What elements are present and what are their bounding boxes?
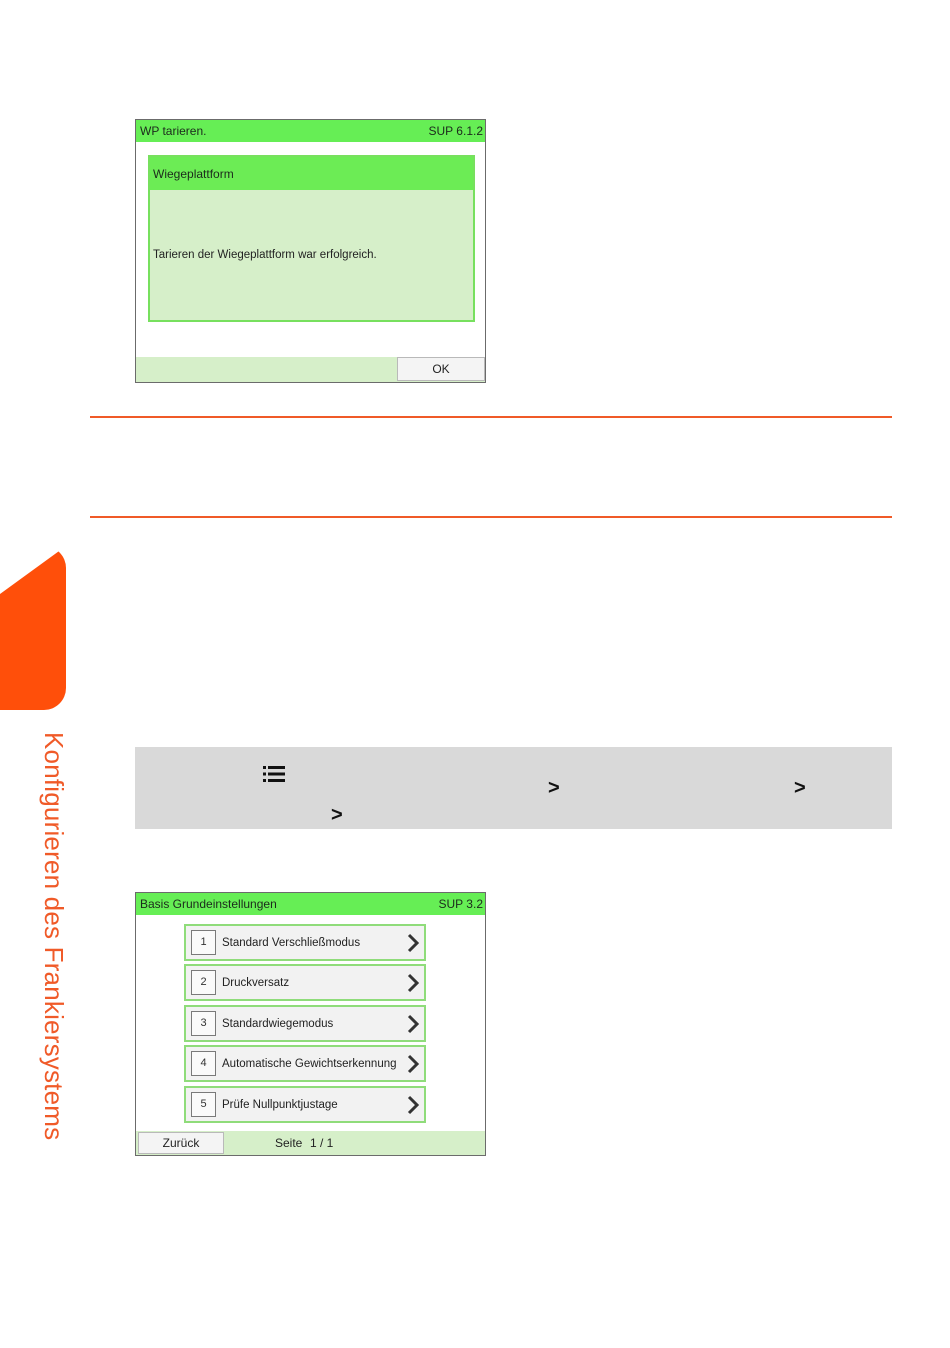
item-label: Prüfe Nullpunktjustage [222, 1099, 338, 1111]
item-label: Automatische Gewichtserkennung [222, 1058, 397, 1070]
tare-result-screen [135, 119, 486, 383]
item-number: 1 [191, 930, 216, 955]
item-number: 3 [191, 1011, 216, 1036]
page-label: Seite [275, 1136, 303, 1150]
back-button[interactable]: Zurück [138, 1132, 224, 1154]
menu-item-standard-closing-mode[interactable] [184, 924, 426, 961]
ok-button[interactable]: OK [397, 357, 485, 381]
menu-item-print-offset[interactable] [184, 964, 426, 1001]
chevron-right-icon [406, 1095, 420, 1115]
chevron-right-icon [406, 1054, 420, 1074]
chevron-right-icon [406, 933, 420, 953]
menu-item-standard-weighing-mode[interactable] [184, 1005, 426, 1042]
screen-title-bar [136, 893, 485, 915]
path-separator: > [331, 804, 343, 826]
basic-settings-screen [135, 892, 486, 1156]
menu-item-check-zero-adjustment[interactable] [184, 1086, 426, 1123]
item-label: Druckversatz [222, 977, 290, 989]
navigation-path-box [135, 747, 892, 829]
message-panel [148, 155, 475, 322]
screen-footer [136, 357, 485, 382]
panel-header [150, 157, 473, 190]
chevron-right-icon [406, 1014, 420, 1034]
chevron-right-icon [406, 973, 420, 993]
path-separator: > [794, 777, 806, 799]
screen-code: SUP 3.2 [438, 897, 483, 911]
item-number: 2 [191, 970, 216, 995]
screen-footer [136, 1131, 485, 1155]
divider-top [90, 416, 892, 418]
item-number: 4 [191, 1051, 216, 1076]
item-label: Standardwiegemodus [222, 1018, 334, 1030]
screen-title: WP tarieren. [140, 124, 207, 138]
page-indicator: 1 / 1 [310, 1136, 334, 1150]
chapter-title: Konfigurieren des Frankiersystems [39, 732, 69, 1141]
list-icon [263, 765, 285, 783]
item-number: 5 [191, 1092, 216, 1117]
screen-title: Basis Grundeinstellungen [140, 897, 277, 911]
divider-bottom [90, 516, 892, 518]
screen-title-bar [136, 120, 485, 142]
path-separator: > [548, 777, 560, 799]
panel-message: Tarieren der Wiegeplattform war erfolgreich. [153, 249, 377, 261]
chapter-tab-cut [0, 546, 66, 594]
menu-item-auto-weight-detection[interactable] [184, 1045, 426, 1082]
item-label: Standard Verschließmodus [222, 937, 361, 949]
panel-title: Wiegeplattform [153, 167, 234, 181]
screen-code: SUP 6.1.2 [428, 124, 483, 138]
